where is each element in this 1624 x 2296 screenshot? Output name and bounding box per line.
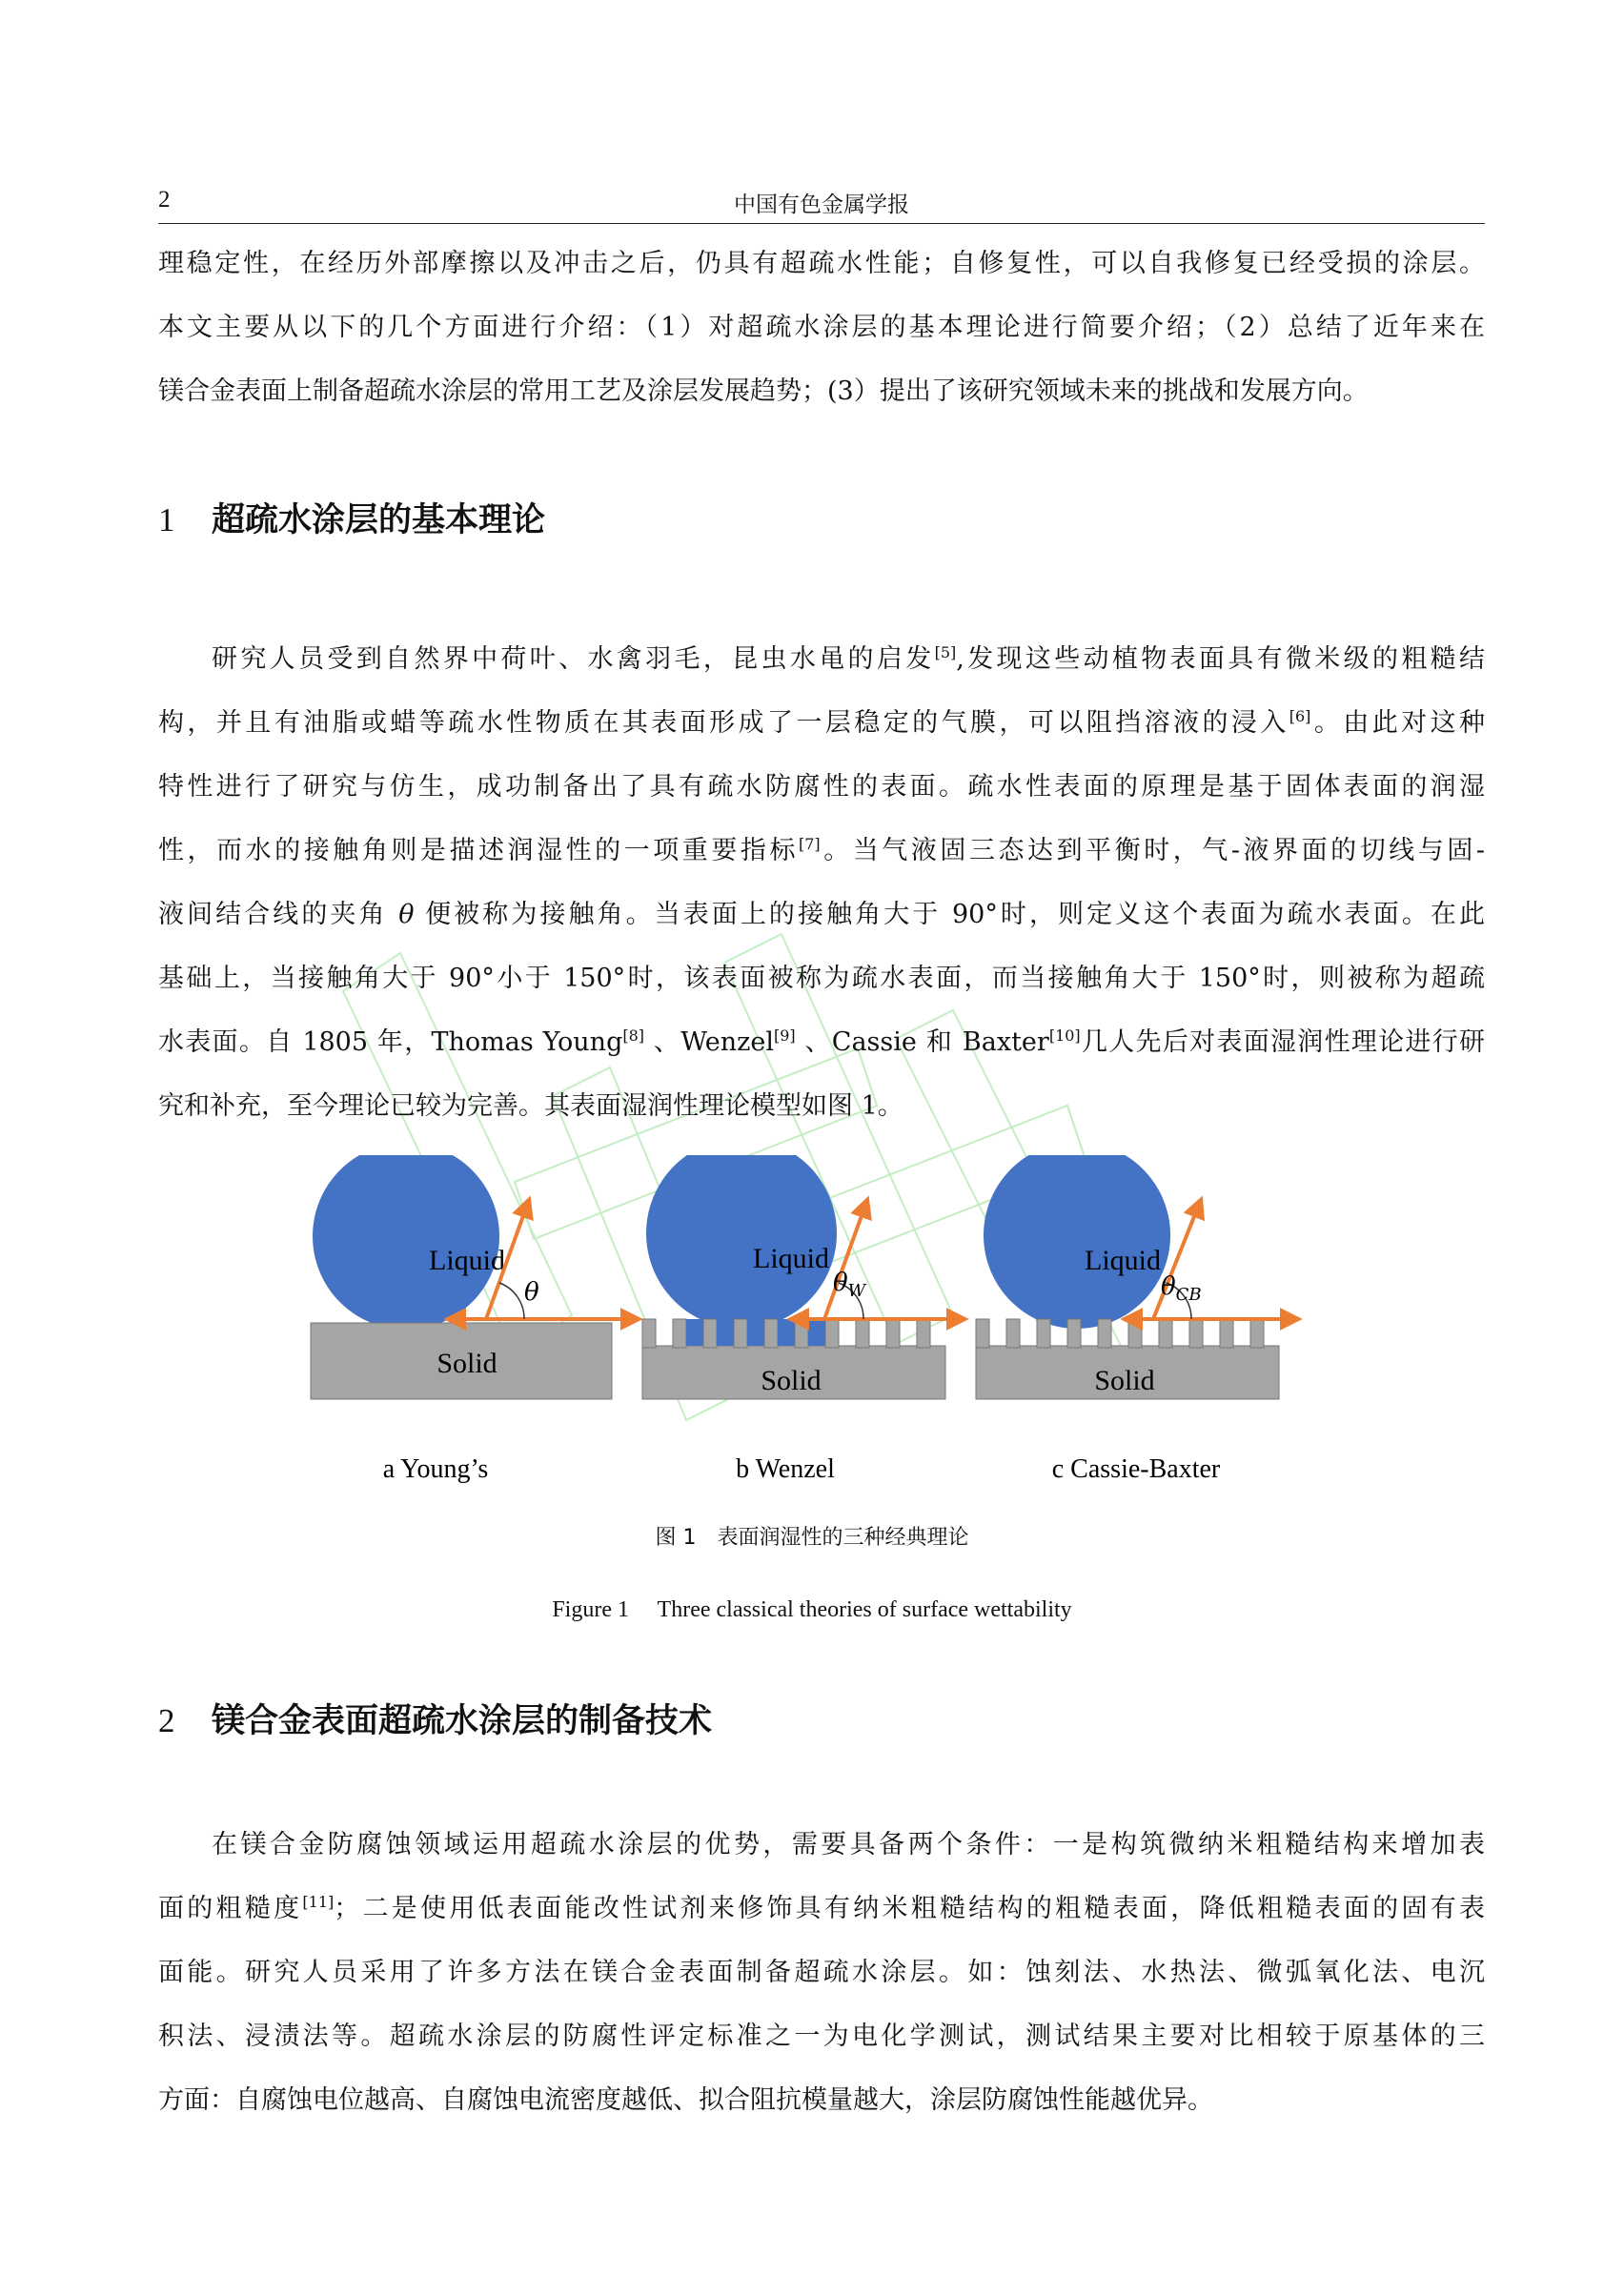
running-header: [158, 187, 1485, 224]
citation[interactable]: [10]: [1048, 1026, 1081, 1045]
droplet: [984, 1155, 1170, 1329]
text-line: 研究人员受到自然界中荷叶、水禽羽毛，昆虫水黾的启发[5],发现这些动植物表面具有微米级的粗糙结: [212, 643, 1485, 674]
panel-young: [311, 1155, 639, 1484]
text-line: 理稳定性，在经历外部摩擦以及冲击之后，仍具有超疏水性能；自修复性，可以自我修复已经受损的涂层。: [158, 249, 1485, 278]
liquid-label: Liquid: [429, 1245, 505, 1276]
text-line: 面的粗糙度[11]；二是使用低表面能改性试剂来修饰具有纳米粗糙结构的粗糙表面，降低粗糙表面的固有表: [158, 1893, 1485, 1923]
citation[interactable]: [6]: [1289, 707, 1311, 725]
figure-1: [286, 1155, 1334, 1508]
liquid-label: Liquid: [753, 1243, 829, 1274]
text-line: 镁合金表面上制备超疏水涂层的常用工艺及涂层发展趋势；(3）提出了该研究领域未来的挑战和发展方向。: [158, 376, 1369, 406]
section1-paragraph: [158, 627, 1485, 1138]
text-line: 积法、浸渍法等。超疏水涂层的防腐性评定标准之一为电化学测试，测试结果主要对比相较于原基体的三: [158, 2022, 1485, 2051]
droplet: [646, 1155, 837, 1329]
journal-title: 中国有色金属学报: [734, 193, 909, 217]
panel-caption: b Wenzel: [736, 1454, 835, 1484]
citation[interactable]: [11]: [302, 1893, 335, 1911]
section-title: 超疏水涂层的基本理论: [212, 501, 546, 539]
figure-caption-cn: 图 1 表面润湿性的三种经典理论: [655, 1526, 969, 1550]
panel-caption: a Young’s: [382, 1454, 489, 1484]
section-heading-2: [158, 1695, 712, 1742]
citation[interactable]: [9]: [773, 1026, 796, 1045]
section-number: 1: [158, 501, 175, 538]
text-line: 在镁合金防腐蚀领域运用超疏水涂层的优势，需要具备两个条件：一是构筑微纳米粗糙结构来增加表: [212, 1830, 1485, 1859]
text-line: 本文主要从以下的几个方面进行介绍：（1）对超疏水涂层的基本理论进行简要介绍；（2）总结了近年来在: [158, 313, 1485, 342]
section-title: 镁合金表面超疏水涂层的制备技术: [212, 1702, 713, 1740]
section2-paragraph: [158, 1813, 1485, 2132]
text-line: 面能。研究人员采用了许多方法在镁合金表面制备超疏水涂层。如：蚀刻法、水热法、微弧氧化法、电沉: [158, 1958, 1485, 1987]
section-number: 2: [158, 1702, 175, 1739]
panel-cassie-baxter: [976, 1155, 1298, 1484]
text-line: 特性进行了研究与仿生，成功制备出了具有疏水防腐性的表面。疏水性表面的原理是基于固体表面的润湿: [158, 772, 1485, 802]
text-line: 方面：自腐蚀电位越高、自腐蚀电流密度越低、拟合阻抗模量越大，涂层防腐蚀性能越优异。: [158, 2085, 1213, 2115]
liquid-label: Liquid: [1085, 1245, 1161, 1276]
section-heading-1: [158, 494, 545, 541]
solid-label: Solid: [1094, 1365, 1155, 1396]
angle-arc: [499, 1283, 524, 1319]
text-line: 构，并且有油脂或蜡等疏水性物质在其表面形成了一层稳定的气膜，可以阻挡溶液的浸入[6]。由此对这种: [158, 707, 1485, 738]
panel-wenzel: [642, 1155, 964, 1484]
angle-label: θ: [524, 1278, 539, 1307]
theta-symbol: θ: [398, 900, 415, 929]
page-number: 2: [158, 187, 171, 213]
angle-label: $\theta_W$: [833, 1269, 866, 1301]
text-line: 基础上，当接触角大于 90°小于 150°时，该表面被称为疏水表面，而当接触角大于 150°时，则被称为超疏: [158, 964, 1485, 993]
text-line: 液间结合线的夹角 θ 便被称为接触角。当表面上的接触角大于 90°时，则定义这个表面为疏水表面。在此: [158, 900, 1485, 929]
angle-label: $\theta_{CB}$: [1161, 1272, 1202, 1305]
panel-caption: c Cassie-Baxter: [1051, 1454, 1221, 1484]
intro-paragraph: [158, 232, 1485, 423]
droplet: [313, 1155, 499, 1330]
text-line: 性，而水的接触角则是描述润湿性的一项重要指标[7]。当气液固三态达到平衡时，气-液界面的切线与固-: [158, 835, 1485, 865]
figure-caption-en: Figure 1 Three classical theories of surface wettability: [552, 1597, 1072, 1622]
solid-label: Solid: [761, 1365, 822, 1396]
citation[interactable]: [7]: [799, 835, 821, 853]
text-line: 究和补充，至今理论已较为完善。其表面湿润性理论模型如图 1。: [158, 1091, 903, 1121]
citation[interactable]: [8]: [622, 1026, 645, 1045]
citation[interactable]: [5]: [934, 643, 957, 661]
text-line: 水表面。自 1805 年，Thomas Young[8] 、Wenzel[9] 、Cassie 和 Baxter[10]几人先后对表面湿润性理论进行研: [158, 1026, 1485, 1057]
solid-label: Solid: [436, 1348, 497, 1379]
